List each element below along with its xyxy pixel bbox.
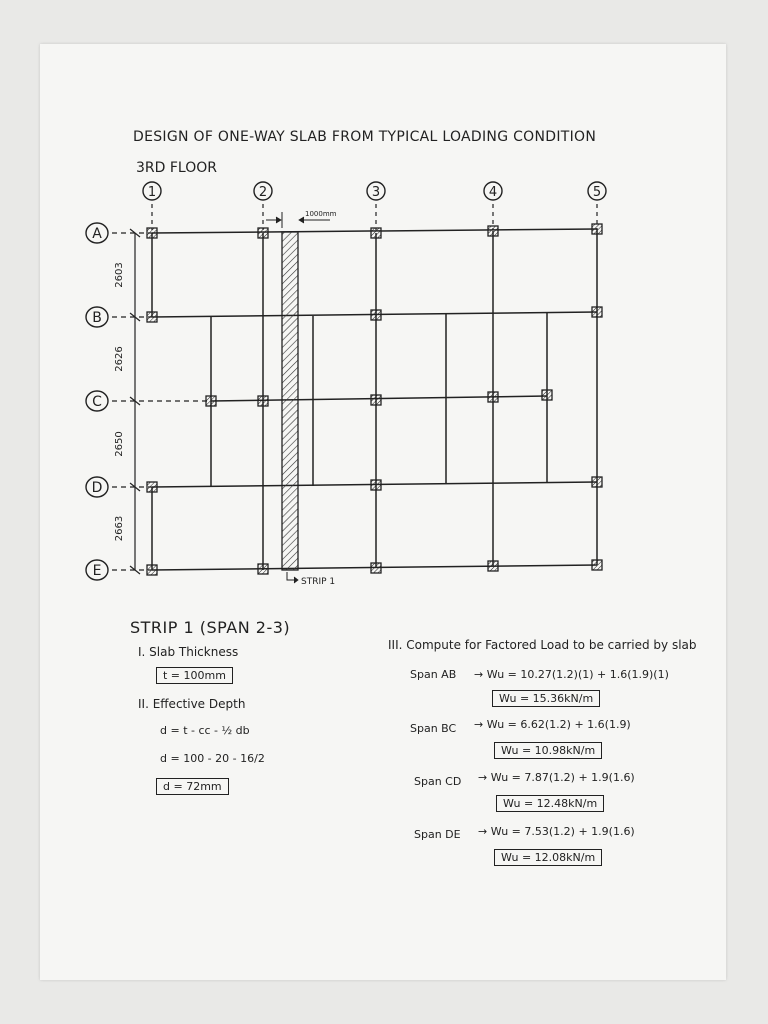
slab-thickness-result: t = 100mm [156,667,233,684]
strip-heading: STRIP 1 (SPAN 2-3) [130,618,291,637]
strip-1-label: STRIP 1 [301,577,336,587]
column-18 [258,564,268,574]
strip-1-leader-arrowhead [294,577,298,583]
dimension-label-2: 2650 [114,431,125,457]
span-bc-equation: → Wu = 6.62(1.2) + 1.6(1.9) [474,718,631,731]
column-19 [371,563,381,573]
column-label-4: 4 [488,185,498,200]
span-cd-equation: → Wu = 7.87(1.2) + 1.9(1.6) [478,771,635,784]
column-11 [371,395,381,405]
column-label-3: 3 [371,185,381,200]
dimension-label-1: 2626 [114,346,125,372]
factored-load-title: III. Compute for Factored Load to be carried by slab [388,638,697,652]
span-ab-equation: → Wu = 10.27(1.2)(1) + 1.6(1.9)(1) [474,668,669,681]
column-4 [488,226,498,236]
strip-width-label: 1000mm [305,210,337,218]
page-title: DESIGN OF ONE-WAY SLAB FROM TYPICAL LOADING CONDITION [133,129,597,145]
column-label-5: 5 [592,185,602,200]
column-20 [488,561,498,571]
strip-1-hatch [282,232,298,570]
column-9 [206,396,216,406]
column-7 [371,310,381,320]
column-8 [592,307,602,317]
column-label-1: 1 [147,185,157,200]
span-ab-label: Span AB [410,668,457,681]
column-21 [592,560,602,570]
slab-thickness-title: I. Slab Thickness [138,645,239,659]
effective-depth-title: II. Effective Depth [138,697,246,711]
column-16 [592,477,602,487]
span-de-equation: → Wu = 7.53(1.2) + 1.9(1.6) [478,825,635,838]
row-label-D: D [91,480,103,496]
span-bc-label: Span BC [410,722,457,735]
span-bc-result: Wu = 10.98kN/m [494,742,602,759]
column-label-2: 2 [258,185,268,200]
span-cd-result: Wu = 12.48kN/m [496,795,604,812]
span-de-label: Span DE [414,828,461,841]
dimension-label-3: 2663 [114,515,125,542]
column-15 [371,480,381,490]
strip-width-arrowhead-right [299,217,304,223]
row-label-E: E [92,563,102,579]
effective-depth-substitution: d = 100 - 20 - 16/2 [160,752,265,765]
effective-depth-result: d = 72mm [156,778,229,795]
column-12 [488,392,498,402]
column-10 [258,396,268,406]
effective-depth-formula: d = t - cc - ½ db [160,724,250,737]
row-label-B: B [92,310,102,326]
strip-width-arrowhead-left [276,217,281,223]
dimension-label-0: 2603 [114,262,125,288]
row-label-A: A [92,226,102,242]
span-cd-label: Span CD [414,775,462,788]
row-label-C: C [92,394,102,410]
column-13 [542,390,552,400]
span-ab-result: Wu = 15.36kN/m [492,690,600,707]
span-de-result: Wu = 12.08kN/m [494,849,602,866]
page-subtitle: 3RD FLOOR [136,160,217,176]
